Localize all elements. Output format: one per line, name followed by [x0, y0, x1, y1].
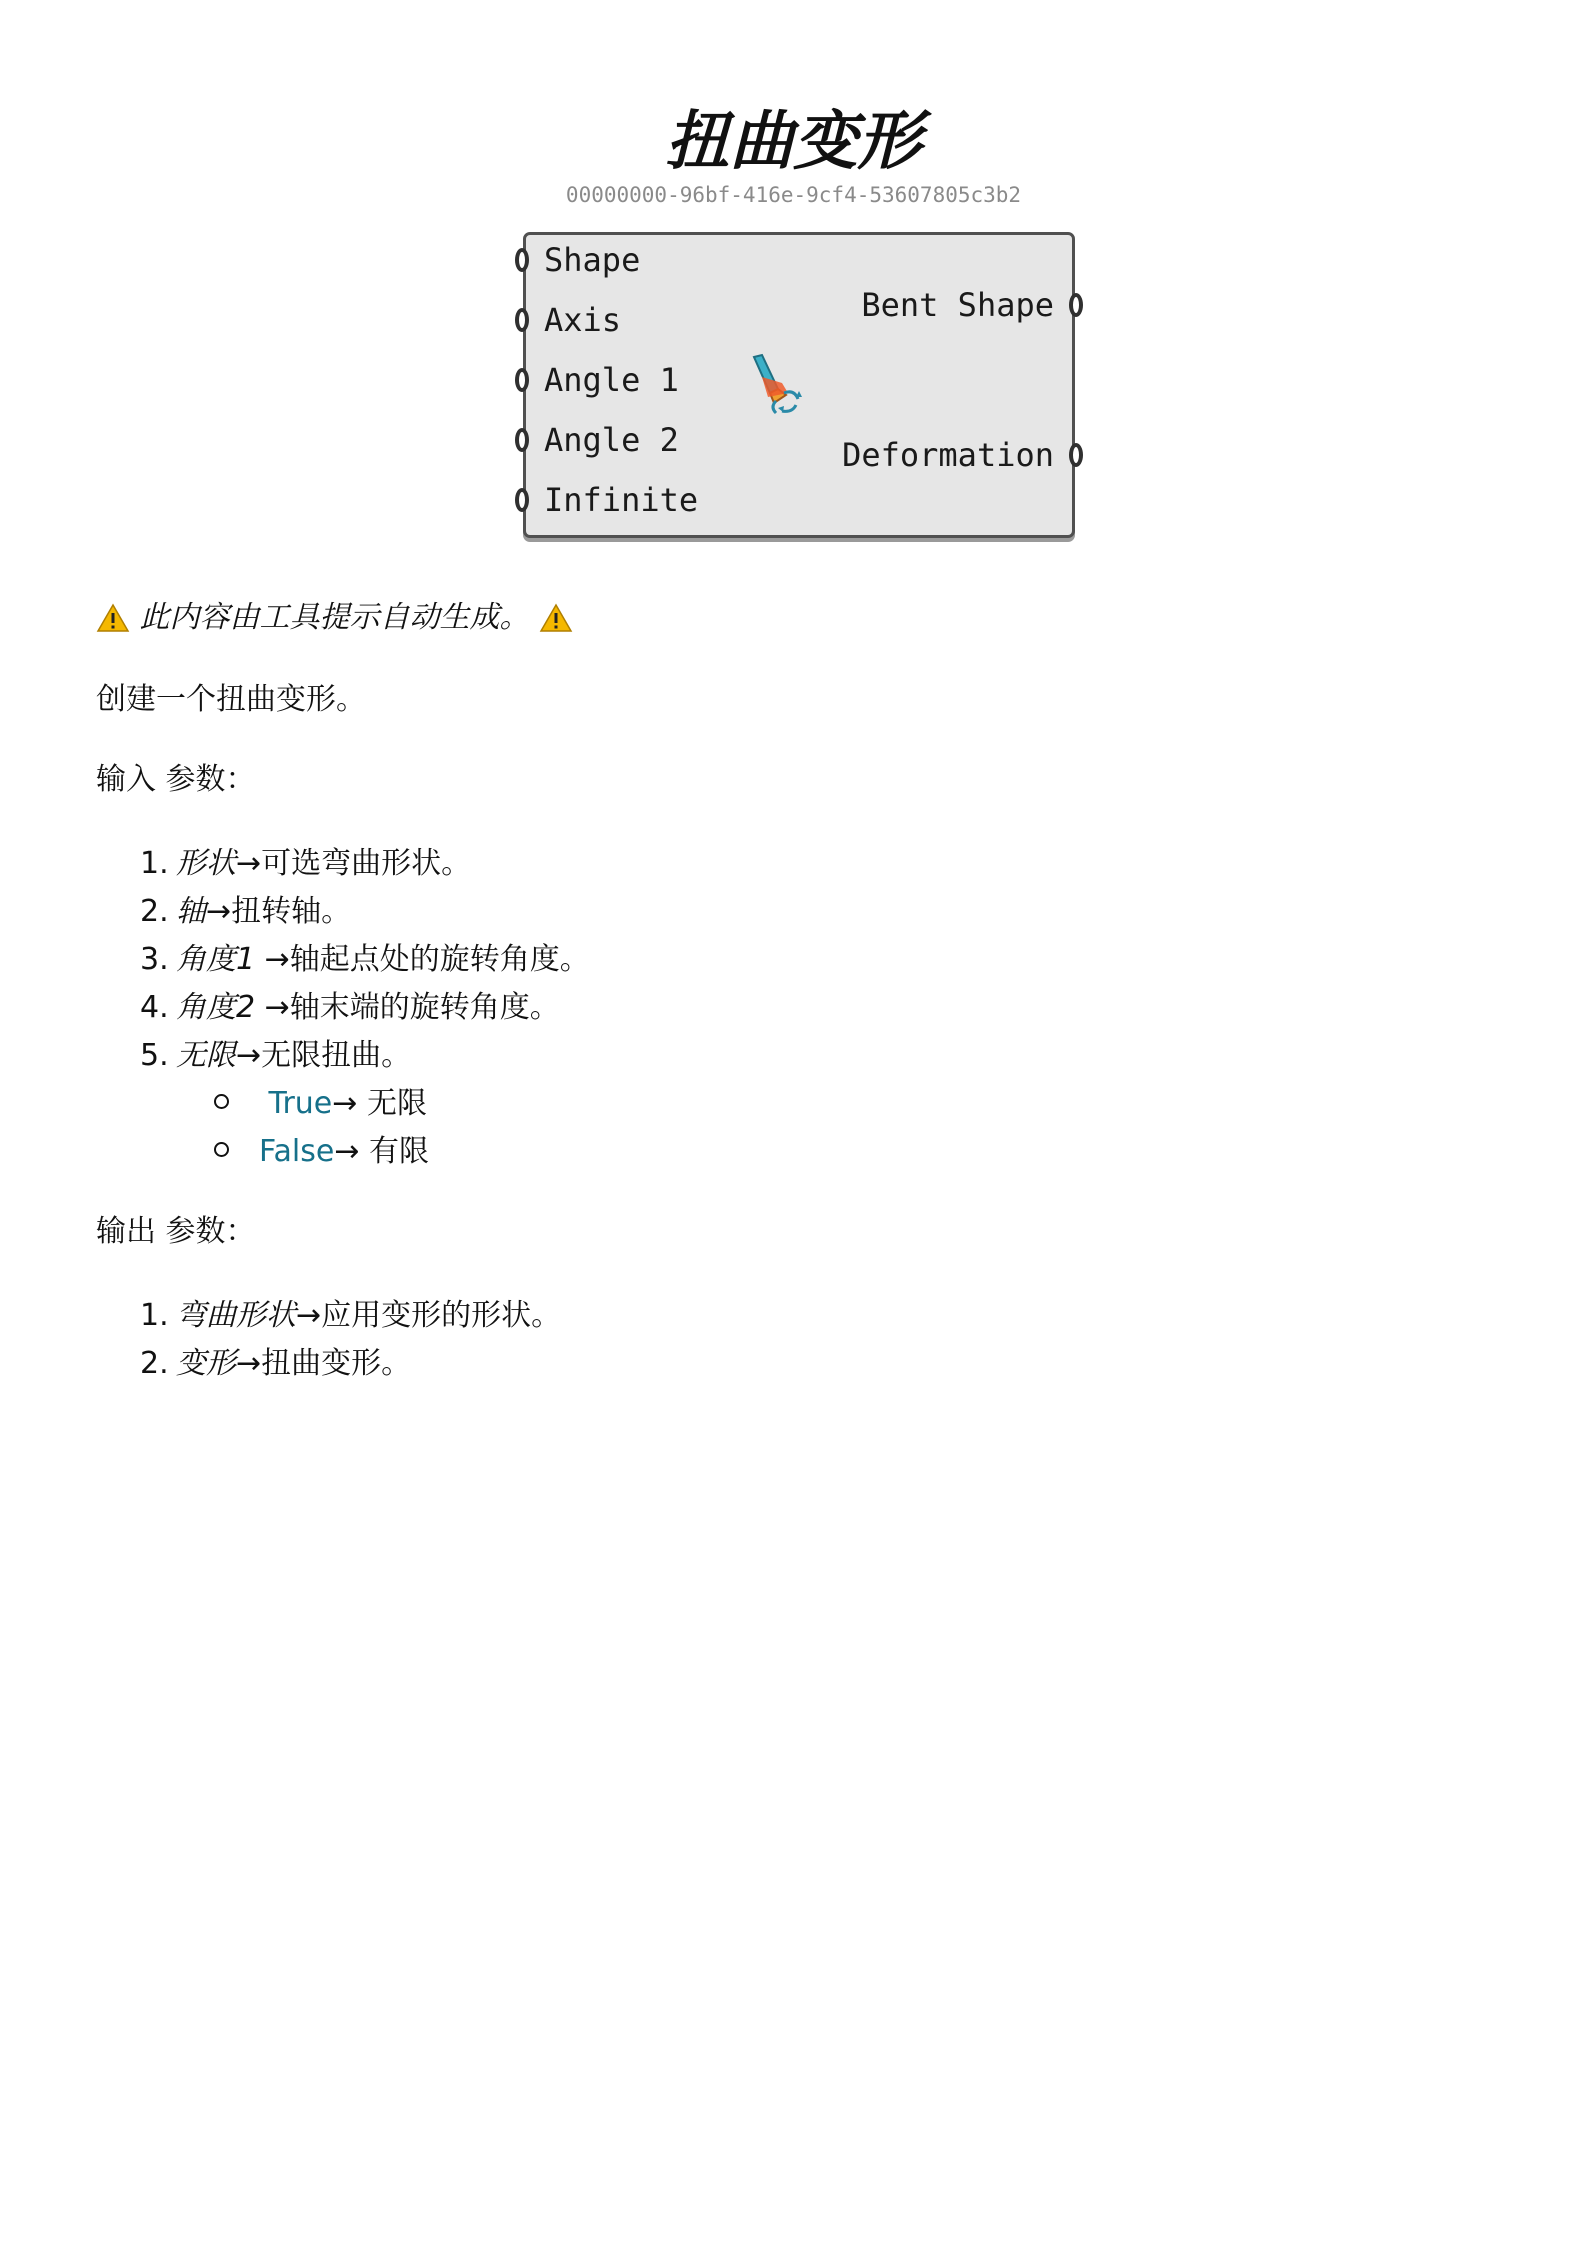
list-item: 2. 变形→扭曲变形。	[140, 1346, 412, 1381]
input-grip-angle-2[interactable]	[515, 428, 529, 452]
input-label-angle-2: Angle 2	[544, 421, 679, 459]
input-label-axis: Axis	[544, 301, 622, 339]
warning-icon	[539, 603, 573, 633]
notice-text: 此内容由工具提示自动生成。	[139, 600, 530, 635]
bullet-circle-icon	[214, 1142, 229, 1157]
list-item: True→ 无限	[214, 1080, 429, 1128]
list-item: 2. 轴→扭转轴。	[140, 894, 352, 929]
input-label-infinite: Infinite	[544, 481, 699, 519]
warning-icon	[96, 603, 130, 633]
output-label-deformation: Deformation	[842, 436, 1054, 474]
input-label-shape: Shape	[544, 241, 641, 279]
output-grip-bent-shape[interactable]	[1069, 293, 1083, 317]
list-item: 5. 无限→无限扭曲。	[140, 1038, 412, 1073]
input-grip-infinite[interactable]	[515, 488, 529, 512]
twist-icon	[748, 353, 804, 417]
input-grip-axis[interactable]	[515, 308, 529, 332]
list-item: 3. 角度1 →轴起点处的旋转角度。	[140, 942, 590, 977]
page-title: 扭曲变形	[665, 105, 922, 179]
output-label-bent-shape: Bent Shape	[861, 286, 1054, 324]
list-item: 1. 形状→可选弯曲形状。	[140, 846, 472, 881]
infinite-option-list	[214, 1080, 429, 1176]
output-grip-deformation[interactable]	[1069, 443, 1083, 467]
list-item: 1. 弯曲形状→应用变形的形状。	[140, 1298, 562, 1333]
output-parameter-list	[140, 1292, 561, 1388]
input-grip-shape[interactable]	[515, 248, 529, 272]
list-item: False→ 有限	[214, 1128, 429, 1176]
list-item: 4. 角度2 →轴末端的旋转角度。	[140, 990, 560, 1025]
input-parameter-list	[140, 840, 590, 1080]
component-guid: 00000000-96bf-416e-9cf4-53607805c3b2	[565, 183, 1022, 207]
auto-generated-notice	[96, 596, 573, 640]
outputs-heading: 输出 参数：	[96, 1214, 256, 1249]
inputs-heading: 输入 参数：	[96, 762, 256, 797]
input-label-angle-1: Angle 1	[544, 361, 679, 399]
component-description: 创建一个扭曲变形。	[96, 682, 366, 717]
bullet-circle-icon	[214, 1094, 229, 1109]
input-grip-angle-1[interactable]	[515, 368, 529, 392]
twist-component[interactable]	[523, 232, 1075, 538]
